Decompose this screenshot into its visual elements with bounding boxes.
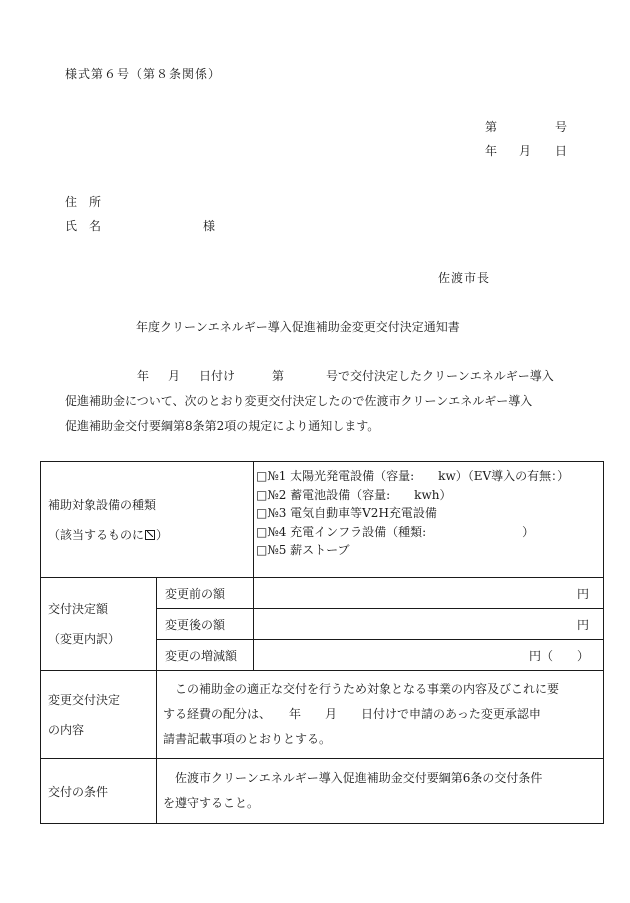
amount-label: 交付決定額 (48, 602, 109, 616)
sender-mayor: 佐渡市長 (438, 271, 491, 285)
content-text-line1: この補助金の適正な交付を行うため対象となる事業の内容及びこれに要 (175, 682, 560, 696)
amount-after-value: 円 (254, 609, 604, 640)
name-label: 氏 名 (65, 219, 102, 233)
conditions-text-line2: を遵守すること。 (163, 796, 260, 810)
amount-label-cell (41, 578, 157, 671)
date-month: 月 (519, 144, 532, 158)
equipment-label-note: （該当するものに ） (48, 527, 169, 542)
equipment-option-3: □№3 電気自動車等V2H充電設備 (256, 506, 437, 520)
content-row (41, 671, 604, 759)
equipment-options-cell (254, 462, 604, 578)
conditions-row (41, 759, 604, 824)
amount-before-label: 変更前の額 (157, 578, 254, 609)
equipment-option-1: □№1 太陽光発電設備（容量: kw）（EV導入の有無：） (256, 469, 570, 483)
content-text-line3: 請書記載事項のとおりとする。 (163, 732, 332, 746)
body-year: 年 (137, 369, 150, 383)
address-label: 住 所 (65, 195, 102, 209)
body-line1-rest: 号で交付決定したクリーンエネルギー導入 (326, 369, 554, 383)
decision-table (40, 461, 604, 824)
body-dai: 第 (272, 369, 285, 383)
body-line2: 促進補助金について、次のとおり変更交付決定したので佐渡市クリーンエネルギー導入 (65, 394, 533, 408)
conditions-label: 交付の条件 (41, 759, 157, 824)
equipment-label-cell (41, 462, 254, 578)
amount-row-before (41, 578, 604, 609)
conditions-text-cell (157, 759, 604, 824)
equipment-option-2: □№2 蓄電池設備（容量: kwh） (256, 487, 452, 502)
content-text-cell (157, 671, 604, 759)
amount-before-value: 円 (254, 578, 604, 609)
equipment-option-5: □№5 薪ストーブ (256, 543, 350, 557)
honorific-sama: 様 (203, 219, 216, 233)
number-go: 号 (555, 120, 568, 134)
content-text-line2: する経費の配分は、 年 月 日付けで申請のあった変更承認申 (163, 707, 541, 721)
equipment-option-4: □№4 充電インフラ設備（種類: ） (256, 524, 535, 539)
date-day: 日 (555, 144, 568, 158)
content-label-cell (41, 671, 157, 759)
number-dai: 第 (485, 120, 498, 134)
amount-diff-value: 円（ ） (254, 640, 604, 671)
equipment-row (41, 462, 604, 578)
document-title: 年度クリーンエネルギー導入促進補助金変更交付決定通知書 (136, 320, 460, 334)
body-line3: 促進補助金交付要綱第8条第2項の規定により通知します。 (65, 419, 380, 433)
conditions-text-line1: 佐渡市クリーンエネルギー導入促進補助金交付要綱第6条の交付条件 (175, 771, 543, 785)
amount-label-note: （変更内訳） (48, 632, 121, 646)
amount-after-label: 変更後の額 (157, 609, 254, 640)
body-day: 日付け (199, 369, 236, 383)
checkmark-icon (145, 530, 155, 540)
date-year: 年 (485, 144, 498, 158)
amount-diff-label: 変更の増減額 (157, 640, 254, 671)
equipment-label: 補助対象設備の種類 (48, 497, 157, 512)
content-label-2: の内容 (48, 722, 85, 737)
body-month: 月 (168, 369, 181, 383)
form-number: 様式第６号（第８条関係） (65, 67, 222, 81)
content-label: 変更交付決定 (48, 692, 121, 707)
